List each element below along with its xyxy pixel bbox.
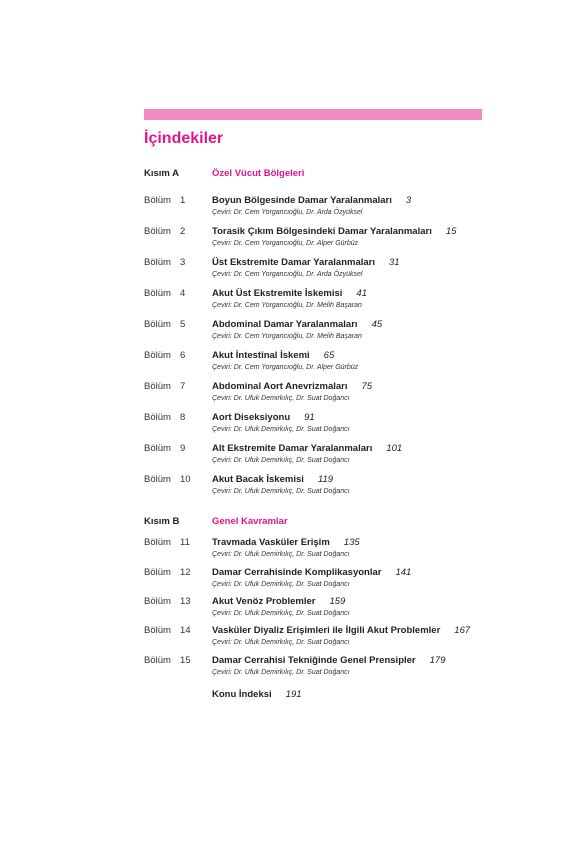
toc-entry[interactable] bbox=[144, 412, 484, 442]
chapter-title bbox=[212, 537, 360, 548]
page-number: 167 bbox=[454, 625, 471, 636]
chapter-prefix: Bölüm bbox=[144, 195, 171, 206]
chapter-title bbox=[212, 596, 345, 607]
chapter-title bbox=[212, 350, 334, 361]
chapter-number: 12 bbox=[180, 567, 191, 578]
chapter-title-text: Üst Ekstremite Damar Yaralanmaları bbox=[212, 257, 375, 268]
page-number: 179 bbox=[429, 655, 446, 666]
chapter-translators: Çeviri: Dr. Ufuk Demirkılıç, Dr. Suat Doğancı bbox=[212, 610, 350, 617]
chapter-number: 4 bbox=[180, 288, 186, 299]
chapter-number: 9 bbox=[180, 443, 186, 454]
chapter-number: 5 bbox=[180, 319, 186, 330]
toc-entry[interactable] bbox=[144, 443, 484, 473]
chapter-title-text: Damar Cerrahisinde Komplikasyonlar bbox=[212, 567, 382, 578]
header-band bbox=[144, 109, 482, 120]
chapter-prefix: Bölüm bbox=[144, 288, 171, 299]
chapter-number: 8 bbox=[180, 412, 186, 423]
page-number: 3 bbox=[405, 195, 412, 206]
chapter-title bbox=[212, 257, 400, 268]
chapter-title bbox=[212, 625, 470, 636]
chapter-translators: Çeviri: Dr. Ufuk Demirkılıç, Dr. Suat Doğancı bbox=[212, 669, 350, 676]
page-number: 75 bbox=[361, 381, 373, 392]
toc-entry[interactable] bbox=[144, 596, 484, 626]
chapter-title bbox=[212, 226, 456, 237]
chapter-title bbox=[212, 412, 315, 423]
chapter-number: 13 bbox=[180, 596, 191, 607]
toc-entry[interactable] bbox=[144, 567, 484, 597]
chapter-translators: Çeviri: Dr. Ufuk Demirkılıç, Dr. Suat Doğancı bbox=[212, 551, 350, 558]
chapter-translators: Çeviri: Dr. Cem Yorgancıoğlu, Dr. Arda Özyüksel bbox=[212, 209, 363, 216]
toc-title: İçindekiler bbox=[144, 130, 224, 147]
toc-entry[interactable] bbox=[144, 195, 484, 225]
subject-index-entry[interactable] bbox=[212, 689, 302, 700]
toc-entry[interactable] bbox=[144, 257, 484, 287]
chapter-title-text: Aort Diseksiyonu bbox=[212, 412, 291, 423]
toc-entry[interactable] bbox=[144, 537, 484, 567]
chapter-title-text: Alt Ekstremite Damar Yaralanmaları bbox=[212, 443, 373, 454]
chapter-title bbox=[212, 655, 445, 666]
part-label: Kısım B bbox=[144, 516, 180, 527]
chapter-number: 10 bbox=[180, 474, 191, 485]
chapter-title-text: Akut Bacak İskemisi bbox=[212, 474, 304, 485]
chapter-number: 15 bbox=[180, 655, 191, 666]
chapter-prefix: Bölüm bbox=[144, 226, 171, 237]
chapter-title bbox=[212, 474, 333, 485]
chapter-translators: Çeviri: Dr. Cem Yorgancıoğlu, Dr. Alper Gürbüz bbox=[212, 364, 359, 371]
chapter-number: 1 bbox=[180, 195, 186, 206]
toc-entry[interactable] bbox=[144, 319, 484, 349]
chapter-number: 14 bbox=[180, 625, 191, 636]
chapter-translators: Çeviri: Dr. Ufuk Demirkılıç, Dr. Suat Doğancı bbox=[212, 639, 350, 646]
chapter-title bbox=[212, 381, 372, 392]
chapter-prefix: Bölüm bbox=[144, 257, 171, 268]
chapter-prefix: Bölüm bbox=[144, 443, 171, 454]
chapter-prefix: Bölüm bbox=[144, 381, 171, 392]
chapter-title-text: Torasik Çıkım Bölgesindeki Damar Yaralanmaları bbox=[212, 226, 432, 237]
chapter-prefix: Bölüm bbox=[144, 625, 171, 636]
chapter-translators: Çeviri: Dr. Ufuk Demirkılıç, Dr. Suat Doğancı bbox=[212, 488, 350, 495]
page-number: 91 bbox=[304, 412, 315, 423]
chapter-title-text: Akut Venöz Problemler bbox=[212, 596, 316, 607]
toc-entry[interactable] bbox=[144, 226, 484, 256]
page-number: 31 bbox=[389, 257, 400, 268]
page-number: 135 bbox=[343, 537, 360, 548]
chapter-title bbox=[212, 288, 367, 299]
chapter-title-text: Boyun Bölgesinde Damar Yaralanmaları bbox=[212, 195, 392, 206]
toc-entry[interactable] bbox=[144, 625, 484, 655]
chapter-translators: Çeviri: Dr. Ufuk Demirkılıç, Dr. Suat Doğancı bbox=[212, 395, 350, 402]
chapter-title-text: Akut Üst Ekstremite İskemisi bbox=[212, 288, 343, 299]
chapter-number: 7 bbox=[180, 381, 186, 392]
index-page-number: 191 bbox=[285, 689, 302, 700]
part-label: Kısım A bbox=[144, 168, 180, 179]
part-name: Özel Vücut Bölgeleri bbox=[212, 168, 305, 179]
page-number: 101 bbox=[386, 443, 403, 454]
page-number: 141 bbox=[395, 567, 412, 578]
chapter-prefix: Bölüm bbox=[144, 412, 171, 423]
toc-entry[interactable] bbox=[144, 288, 484, 318]
toc-entry[interactable] bbox=[144, 381, 484, 411]
chapter-prefix: Bölüm bbox=[144, 596, 171, 607]
chapter-title-text: Travmada Vasküler Erişim bbox=[212, 537, 330, 548]
chapter-translators: Çeviri: Dr. Cem Yorgancıoğlu, Dr. Alper Gürbüz bbox=[212, 240, 359, 247]
chapter-number: 6 bbox=[180, 350, 186, 361]
page-number: 41 bbox=[356, 288, 367, 299]
chapter-title-text: Akut İntestinal İskemi bbox=[212, 350, 310, 361]
toc-entry[interactable] bbox=[144, 350, 484, 380]
chapter-prefix: Bölüm bbox=[144, 319, 171, 330]
chapter-number: 2 bbox=[180, 226, 186, 237]
chapter-title bbox=[212, 319, 382, 330]
chapter-number: 11 bbox=[180, 537, 190, 548]
chapter-prefix: Bölüm bbox=[144, 655, 171, 666]
chapter-prefix: Bölüm bbox=[144, 350, 171, 361]
chapter-title bbox=[212, 195, 411, 206]
chapter-title bbox=[212, 443, 402, 454]
chapter-translators: Çeviri: Dr. Cem Yorgancıoğlu, Dr. Arda Özyüksel bbox=[212, 271, 363, 278]
chapter-translators: Çeviri: Dr. Ufuk Demirkılıç, Dr. Suat Doğancı bbox=[212, 426, 350, 433]
page-number: 159 bbox=[329, 596, 346, 607]
chapter-title bbox=[212, 567, 411, 578]
part-name: Genel Kavramlar bbox=[212, 516, 288, 527]
chapter-title-text: Abdominal Aort Anevrizmaları bbox=[212, 381, 348, 392]
page-number: 15 bbox=[445, 226, 457, 237]
toc-entry[interactable] bbox=[144, 655, 484, 685]
chapter-title-text: Vasküler Diyaliz Erişimleri ile İlgili Akut Problemler bbox=[212, 625, 441, 636]
chapter-prefix: Bölüm bbox=[144, 474, 171, 485]
chapter-number: 3 bbox=[180, 257, 186, 268]
page-number: 45 bbox=[371, 319, 383, 330]
chapter-translators: Çeviri: Dr. Ufuk Demirkılıç, Dr. Suat Doğancı bbox=[212, 581, 350, 588]
chapter-translators: Çeviri: Dr. Cem Yorgancıoğlu, Dr. Melih Başaran bbox=[212, 333, 362, 340]
toc-entry[interactable] bbox=[144, 474, 484, 504]
chapter-title-text: Damar Cerrahisi Tekniğinde Genel Prensipler bbox=[212, 655, 416, 666]
page-number: 65 bbox=[323, 350, 335, 361]
chapter-translators: Çeviri: Dr. Ufuk Demirkılıç, Dr. Suat Doğancı bbox=[212, 457, 350, 464]
chapter-prefix: Bölüm bbox=[144, 537, 171, 548]
chapter-translators: Çeviri: Dr. Cem Yorgancıoğlu, Dr. Melih Başaran bbox=[212, 302, 362, 309]
index-title: Konu İndeksi bbox=[212, 689, 272, 700]
page-number: 119 bbox=[317, 474, 334, 485]
chapter-prefix: Bölüm bbox=[144, 567, 171, 578]
chapter-title-text: Abdominal Damar Yaralanmaları bbox=[212, 319, 358, 330]
